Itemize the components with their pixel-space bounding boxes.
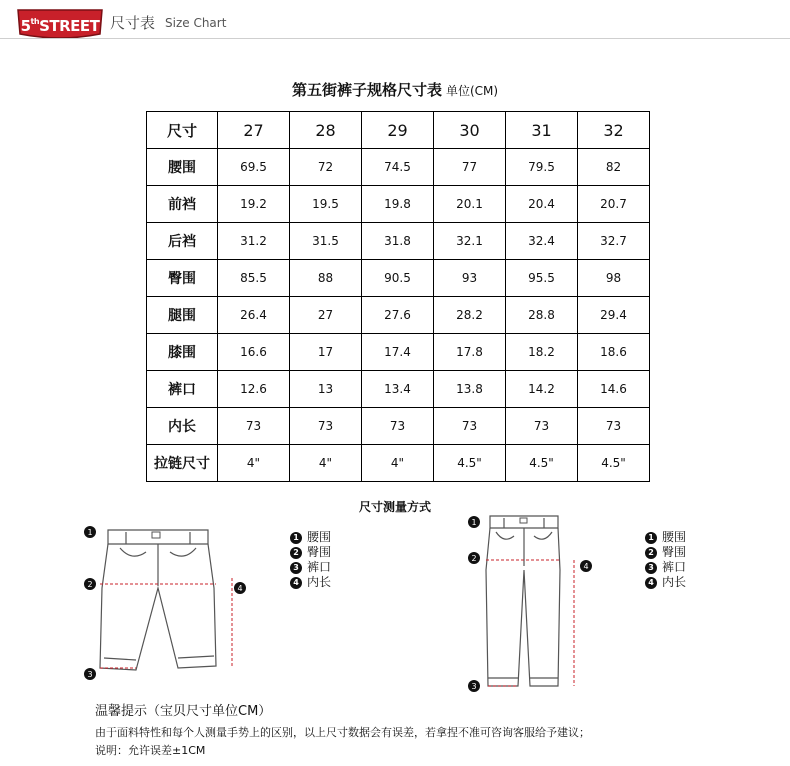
pants-diagram-cropped bbox=[80, 518, 250, 690]
tips-title: 温馨提示（宝贝尺寸单位CM） bbox=[95, 704, 272, 719]
measurement-value-cell: 88 bbox=[290, 260, 362, 297]
measurement-value-cell: 17.8 bbox=[434, 334, 506, 371]
measurement-value-cell: 20.1 bbox=[434, 186, 506, 223]
number-badge-icon: 3 bbox=[645, 562, 657, 574]
measurement-row bbox=[147, 186, 650, 223]
measurement-value-cell: 4.5" bbox=[578, 445, 650, 482]
measurement-value-cell: 14.2 bbox=[506, 371, 578, 408]
measurement-value-cell: 4" bbox=[290, 445, 362, 482]
measurement-label-cell: 腿围 bbox=[147, 297, 218, 334]
legend-label: 裤口 bbox=[662, 560, 687, 574]
size-table-title-text: 第五街裤子规格尺寸表 bbox=[291, 81, 442, 99]
size-cell: 32 bbox=[578, 112, 650, 149]
legend-label: 腰围 bbox=[307, 530, 332, 544]
measurement-value-cell: 69.5 bbox=[218, 149, 290, 186]
size-cell: 31 bbox=[506, 112, 578, 149]
measurement-value-cell: 4" bbox=[362, 445, 434, 482]
legend-item bbox=[645, 560, 686, 575]
measurement-label-cell: 后裆 bbox=[147, 223, 218, 260]
number-badge-icon: 2 bbox=[645, 547, 657, 559]
tips-line-1: 由于面料特性和每个人测量手势上的区别，以上尺寸数据会有误差，若拿捏不准可咨询客服给予建议； bbox=[95, 726, 590, 739]
measurement-row bbox=[147, 334, 650, 371]
measurement-value-cell: 4.5" bbox=[434, 445, 506, 482]
measurement-value-cell: 31.8 bbox=[362, 223, 434, 260]
measurement-value-cell: 17.4 bbox=[362, 334, 434, 371]
measurement-value-cell: 19.8 bbox=[362, 186, 434, 223]
svg-text:2: 2 bbox=[471, 554, 477, 563]
legend-item bbox=[290, 545, 331, 560]
measurement-value-cell: 13.8 bbox=[434, 371, 506, 408]
measurement-value-cell: 95.5 bbox=[506, 260, 578, 297]
measurement-value-cell: 20.7 bbox=[578, 186, 650, 223]
legend-item bbox=[645, 545, 686, 560]
measurement-label-cell: 腰围 bbox=[147, 149, 218, 186]
measurement-row bbox=[147, 371, 650, 408]
measure-title: 尺寸测量方式 bbox=[358, 500, 431, 514]
measurement-value-cell: 72 bbox=[290, 149, 362, 186]
measurement-value-cell: 28.2 bbox=[434, 297, 506, 334]
measurement-value-cell: 98 bbox=[578, 260, 650, 297]
number-badge-icon: 1 bbox=[290, 532, 302, 544]
measurement-value-cell: 79.5 bbox=[506, 149, 578, 186]
measurement-value-cell: 85.5 bbox=[218, 260, 290, 297]
measurement-value-cell: 19.2 bbox=[218, 186, 290, 223]
page-subtitle: Size Chart bbox=[165, 16, 227, 30]
size-cell: 29 bbox=[362, 112, 434, 149]
tips-line-2: 说明：允许误差±1CM bbox=[95, 744, 206, 757]
measurement-value-cell: 16.6 bbox=[218, 334, 290, 371]
measurement-value-cell: 82 bbox=[578, 149, 650, 186]
legend-right bbox=[645, 530, 686, 590]
measurement-value-cell: 17 bbox=[290, 334, 362, 371]
measurement-value-cell: 27.6 bbox=[362, 297, 434, 334]
measurement-row bbox=[147, 260, 650, 297]
measurement-value-cell: 32.7 bbox=[578, 223, 650, 260]
measurement-label-cell: 内长 bbox=[147, 408, 218, 445]
legend-item bbox=[290, 530, 331, 545]
measurement-value-cell: 73 bbox=[362, 408, 434, 445]
measurement-value-cell: 74.5 bbox=[362, 149, 434, 186]
legend-label: 腰围 bbox=[662, 530, 687, 544]
legend-item bbox=[645, 530, 686, 545]
legend-label: 内长 bbox=[307, 575, 332, 589]
legend-left bbox=[290, 530, 331, 590]
measurement-value-cell: 29.4 bbox=[578, 297, 650, 334]
measurement-value-cell: 13.4 bbox=[362, 371, 434, 408]
size-header-row bbox=[147, 112, 650, 149]
number-badge-icon: 4 bbox=[290, 577, 302, 589]
measurement-value-cell: 4.5" bbox=[506, 445, 578, 482]
legend-label: 内长 bbox=[662, 575, 687, 589]
svg-text:3: 3 bbox=[471, 682, 477, 691]
measurement-row bbox=[147, 223, 650, 260]
legend-item bbox=[290, 560, 331, 575]
measurement-value-cell: 19.5 bbox=[290, 186, 362, 223]
number-badge-icon: 1 bbox=[645, 532, 657, 544]
svg-text:4: 4 bbox=[237, 584, 243, 593]
measurement-row bbox=[147, 149, 650, 186]
measurement-value-cell: 14.6 bbox=[578, 371, 650, 408]
measurement-row bbox=[147, 445, 650, 482]
measurement-value-cell: 13 bbox=[290, 371, 362, 408]
measurement-value-cell: 12.6 bbox=[218, 371, 290, 408]
measurement-value-cell: 32.1 bbox=[434, 223, 506, 260]
measurement-label-cell: 臀围 bbox=[147, 260, 218, 297]
svg-text:4: 4 bbox=[583, 562, 589, 571]
measurement-value-cell: 4" bbox=[218, 445, 290, 482]
measurement-value-cell: 73 bbox=[506, 408, 578, 445]
measurement-value-cell: 32.4 bbox=[506, 223, 578, 260]
measurement-value-cell: 31.2 bbox=[218, 223, 290, 260]
measurement-value-cell: 73 bbox=[290, 408, 362, 445]
size-cell: 30 bbox=[434, 112, 506, 149]
svg-text:2: 2 bbox=[87, 580, 93, 589]
svg-text:1: 1 bbox=[471, 518, 477, 527]
measurement-value-cell: 27 bbox=[290, 297, 362, 334]
page-title: 尺寸表 bbox=[110, 14, 156, 32]
measurement-value-cell: 31.5 bbox=[290, 223, 362, 260]
svg-text:1: 1 bbox=[87, 528, 93, 537]
brand-logo: 5thSTREET bbox=[20, 17, 100, 35]
legend-label: 裤口 bbox=[307, 560, 332, 574]
size-table-title bbox=[0, 79, 790, 100]
measurement-value-cell: 20.4 bbox=[506, 186, 578, 223]
measurement-value-cell: 73 bbox=[218, 408, 290, 445]
measurement-value-cell: 73 bbox=[578, 408, 650, 445]
svg-text:3: 3 bbox=[87, 670, 93, 679]
measurement-row bbox=[147, 297, 650, 334]
size-table bbox=[146, 111, 650, 482]
measurement-value-cell: 18.2 bbox=[506, 334, 578, 371]
legend-label: 臀围 bbox=[307, 545, 332, 559]
measurement-label-cell: 裤口 bbox=[147, 371, 218, 408]
measurement-value-cell: 77 bbox=[434, 149, 506, 186]
measurement-value-cell: 28.8 bbox=[506, 297, 578, 334]
header-bar bbox=[0, 0, 790, 50]
pants-diagram-full bbox=[462, 510, 602, 695]
measurement-label-cell: 膝围 bbox=[147, 334, 218, 371]
measurement-row bbox=[147, 408, 650, 445]
size-table-unit: 单位(CM) bbox=[445, 84, 499, 98]
number-badge-icon: 4 bbox=[645, 577, 657, 589]
measurement-value-cell: 73 bbox=[434, 408, 506, 445]
measurement-label-cell: 拉链尺寸 bbox=[147, 445, 218, 482]
measurement-label-cell: 前裆 bbox=[147, 186, 218, 223]
header-label-cell: 尺寸 bbox=[147, 112, 218, 149]
legend-item bbox=[290, 575, 331, 590]
size-cell: 28 bbox=[290, 112, 362, 149]
size-cell: 27 bbox=[218, 112, 290, 149]
legend-item bbox=[645, 575, 686, 590]
legend-label: 臀围 bbox=[662, 545, 687, 559]
number-badge-icon: 3 bbox=[290, 562, 302, 574]
measurement-value-cell: 90.5 bbox=[362, 260, 434, 297]
measurement-value-cell: 18.6 bbox=[578, 334, 650, 371]
header-divider bbox=[0, 38, 790, 39]
number-badge-icon: 2 bbox=[290, 547, 302, 559]
measurement-value-cell: 93 bbox=[434, 260, 506, 297]
measurement-value-cell: 26.4 bbox=[218, 297, 290, 334]
